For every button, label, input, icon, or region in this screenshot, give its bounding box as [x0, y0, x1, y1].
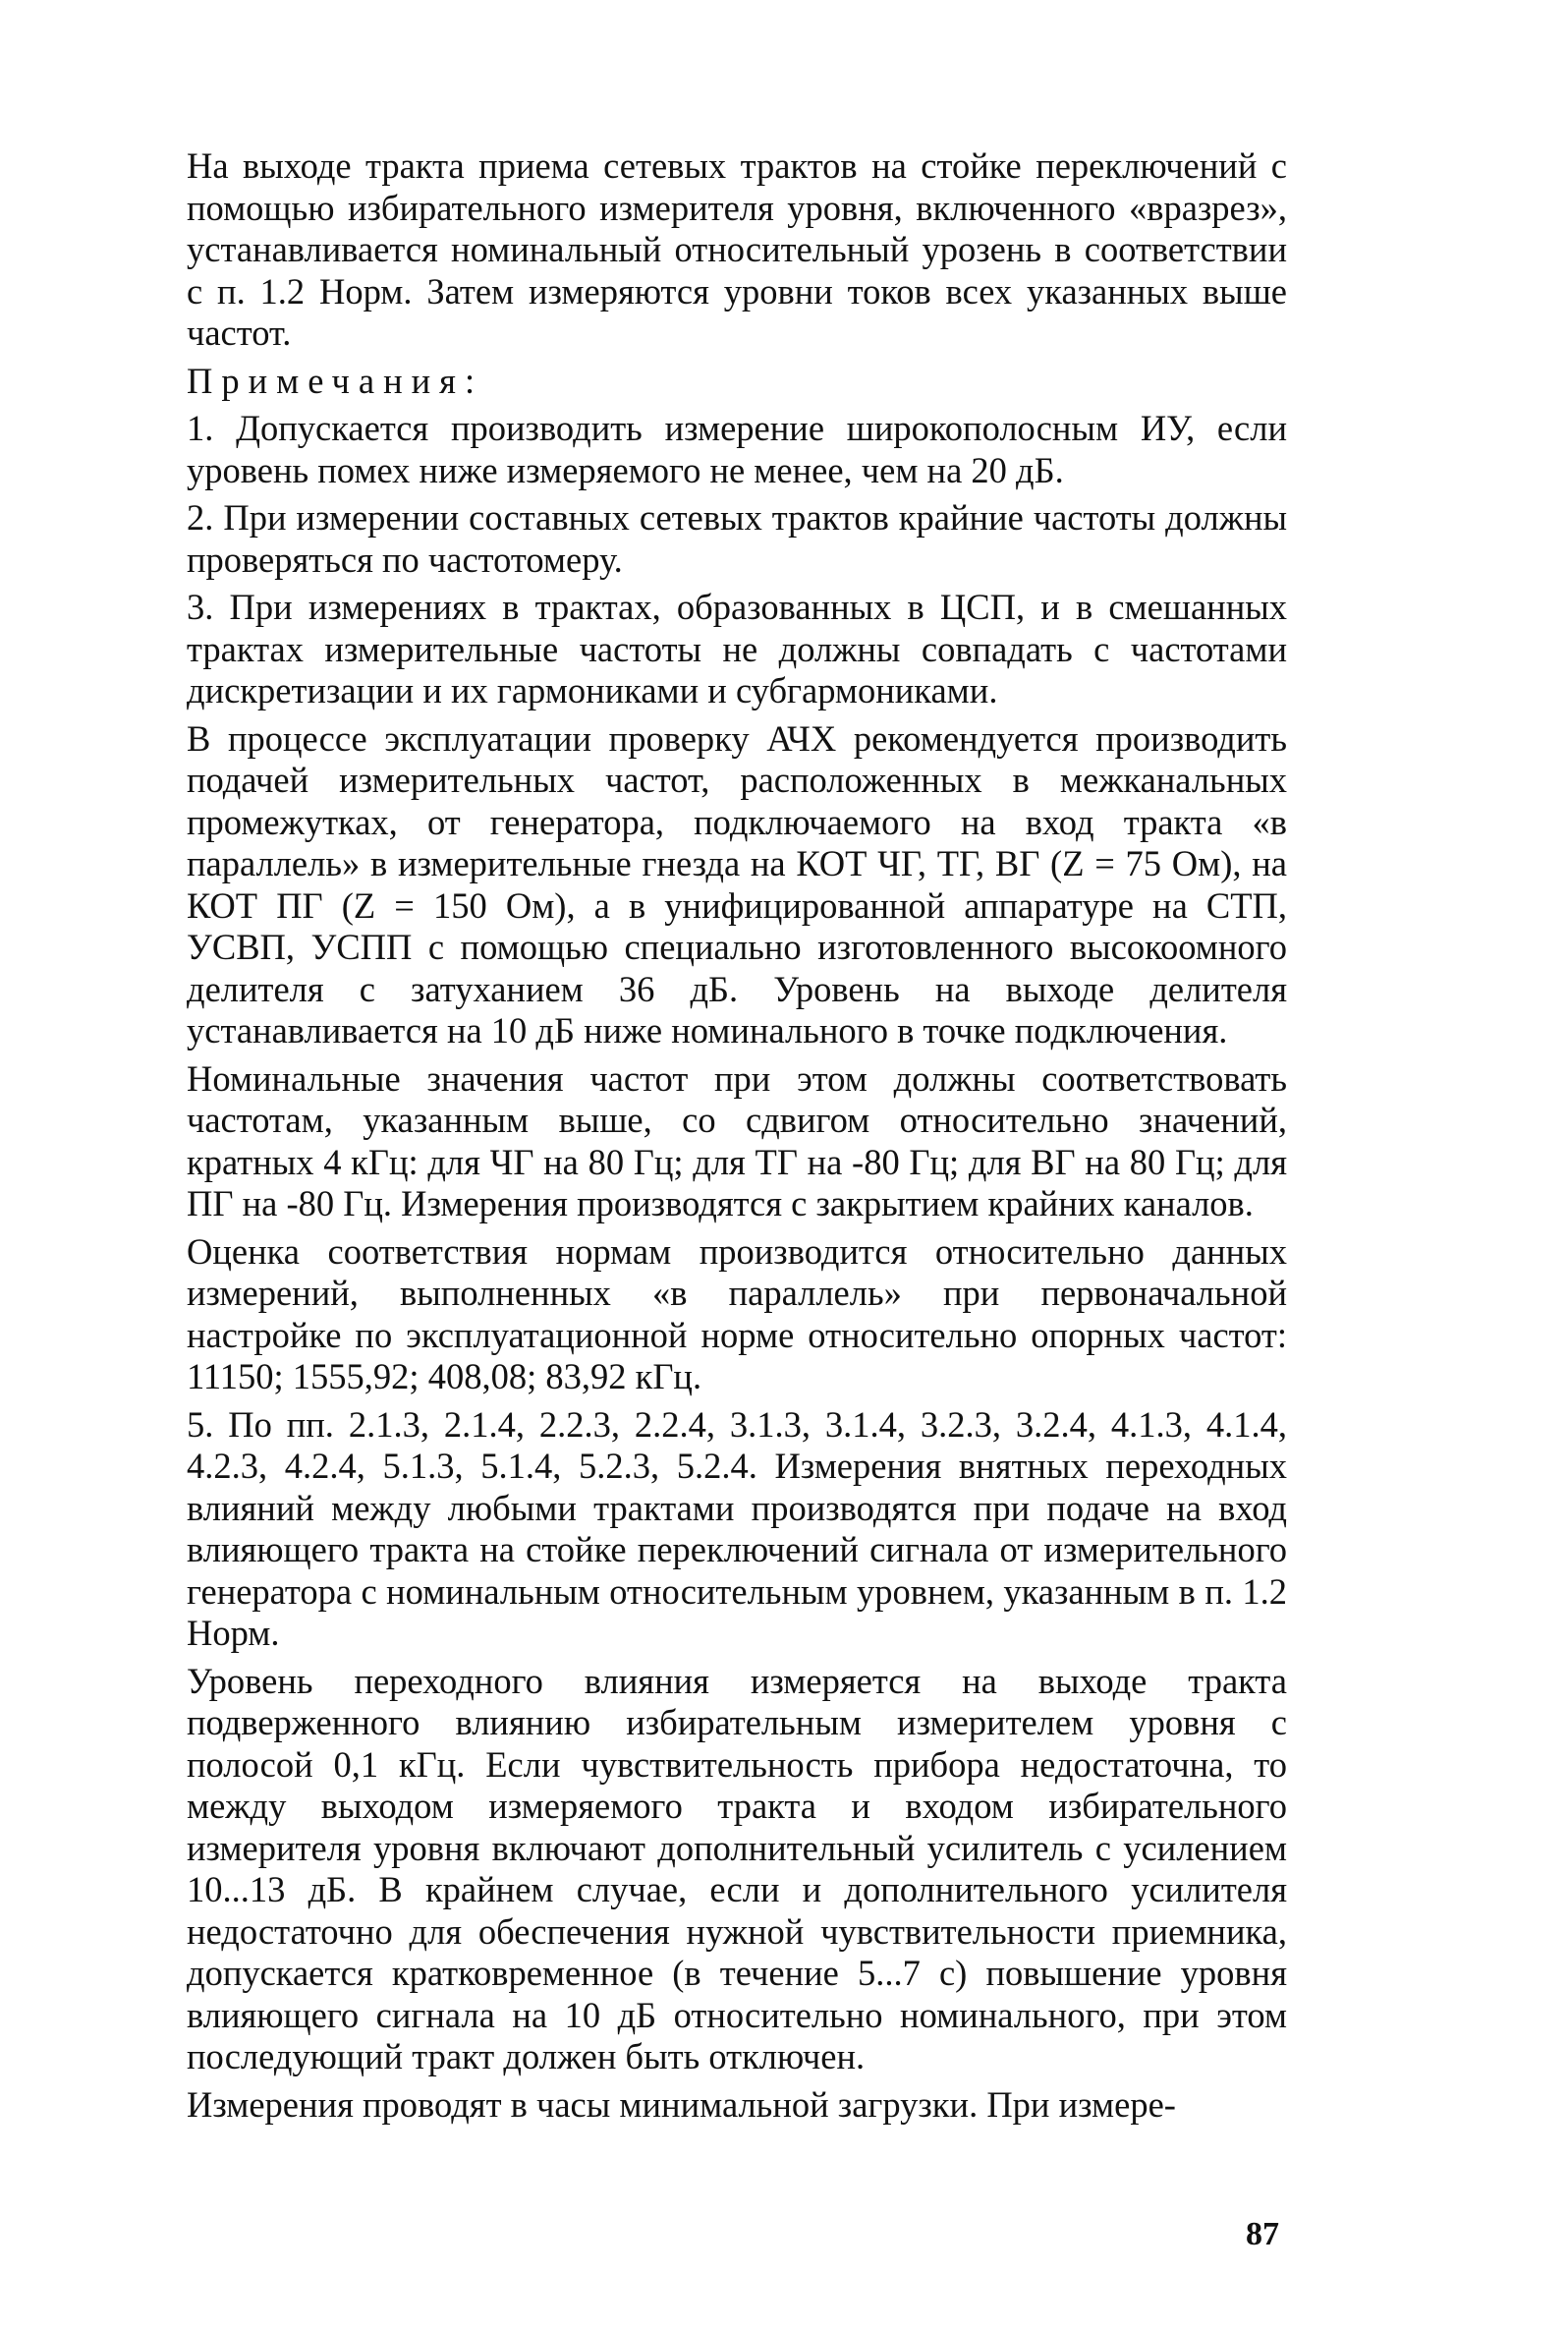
paragraph-frequency-response: В процессе эксплуатации проверку АЧХ рекомендуется производить подачей измерительных частот, расположенных в межканальных промежутках, от генератора, подключаемого на вход тракта «в параллель» в измерительные гнезда на КОТ ЧГ, ТГ, ВГ (Z = 75 Ом), на КОТ ПГ (Z = 150 Ом), а в унифицированной аппаратуре на СТП, УСВП, УСПП с помощью специально изготовленного высокоомного делителя с затуханием 36 дБ. Уровень на выходе делителя устанавливается на 10 дБ ниже номинального в точке подключения.: [187, 717, 1287, 1051]
note-2: 2. При измерении составных сетевых трактов крайние частоты должны проверяться по частотомеру.: [187, 497, 1287, 580]
paragraph-crosstalk-level: Уровень переходного влияния измеряется на выходе тракта подверженного влиянию избирательным измерителем уровня с полосой 0,1 кГц. Если чувствительность прибора недостаточна, то между выходом измеряемого тракта и входом избирательного измерителя уровня включают дополнительный усилитель с усилением 10...13 дБ. В крайнем случае, если и дополнительного усилителя недостаточно для обеспечения нужной чувствительности приемника, допускается кратковременное (в течение 5...7 с) повышение уровня влияющего сигнала на 10 дБ относительно номинального, при этом последующий тракт должен быть отключен.: [187, 1660, 1287, 2076]
paragraph-crosstalk-measurement: 5. По пп. 2.1.3, 2.1.4, 2.2.3, 2.2.4, 3.1.3, 3.1.4, 3.2.3, 3.2.4, 4.1.3, 4.1.4, 4.2.3, 4.2.4, 5.1.3, 5.1.4, 5.2.3, 5.2.4. Измерения внятных переходных влияний между любыми трактами производятся при подаче на вход влияющего тракта на стойке переключений сигнала от измерительного генератора с номинальным относительным уровнем, указанным в п. 1.2 Норм.: [187, 1403, 1287, 1653]
page-body: [187, 145, 1287, 2131]
paragraph-output-level: На выходе тракта приема сетевых трактов на стойке переключений с помощью избирательного измерителя уровня, включенного «вразрез», устанавливается номинальный относительный урозень в соответствии с п. 1.2 Норм. Затем измеряются уровни токов всех указанных выше частот.: [187, 145, 1287, 353]
paragraph-compliance-assessment: Оценка соответствия нормам производится относительно данных измерений, выполненных «в параллель» при первоначальной настройке по эксплуатационной норме относительно опорных частот: 11150; 1555,92; 408,08; 83,92 кГц.: [187, 1230, 1287, 1396]
notes-heading: Примечания:: [187, 360, 484, 401]
page-number: 87: [1246, 2216, 1279, 2252]
note-3: 3. При измерениях в трактах, образованных в ЦСП, и в смешанных трактах измерительные частоты не должны совпадать с частотами дискретизации и их гармониками и субгармониками.: [187, 587, 1287, 710]
paragraph-nominal-frequencies: Номинальные значения частот при этом должны соответствовать частотам, указанным выше, со сдвигом относительно значений, кратных 4 кГц: для ЧГ на 80 Гц; для ТГ на -80 Гц; для ВГ на 80 Гц; для ПГ на -80 Гц. Измерения производятся с закрытием крайних каналов.: [187, 1057, 1287, 1223]
note-1: 1. Допускается производить измерение широкополосным ИУ, если уровень помех ниже измеряемого не менее, чем на 20 дБ.: [187, 408, 1287, 490]
paragraph-minimal-load: Измерения проводят в часы минимальной загрузки. При измере-: [187, 2083, 1176, 2125]
